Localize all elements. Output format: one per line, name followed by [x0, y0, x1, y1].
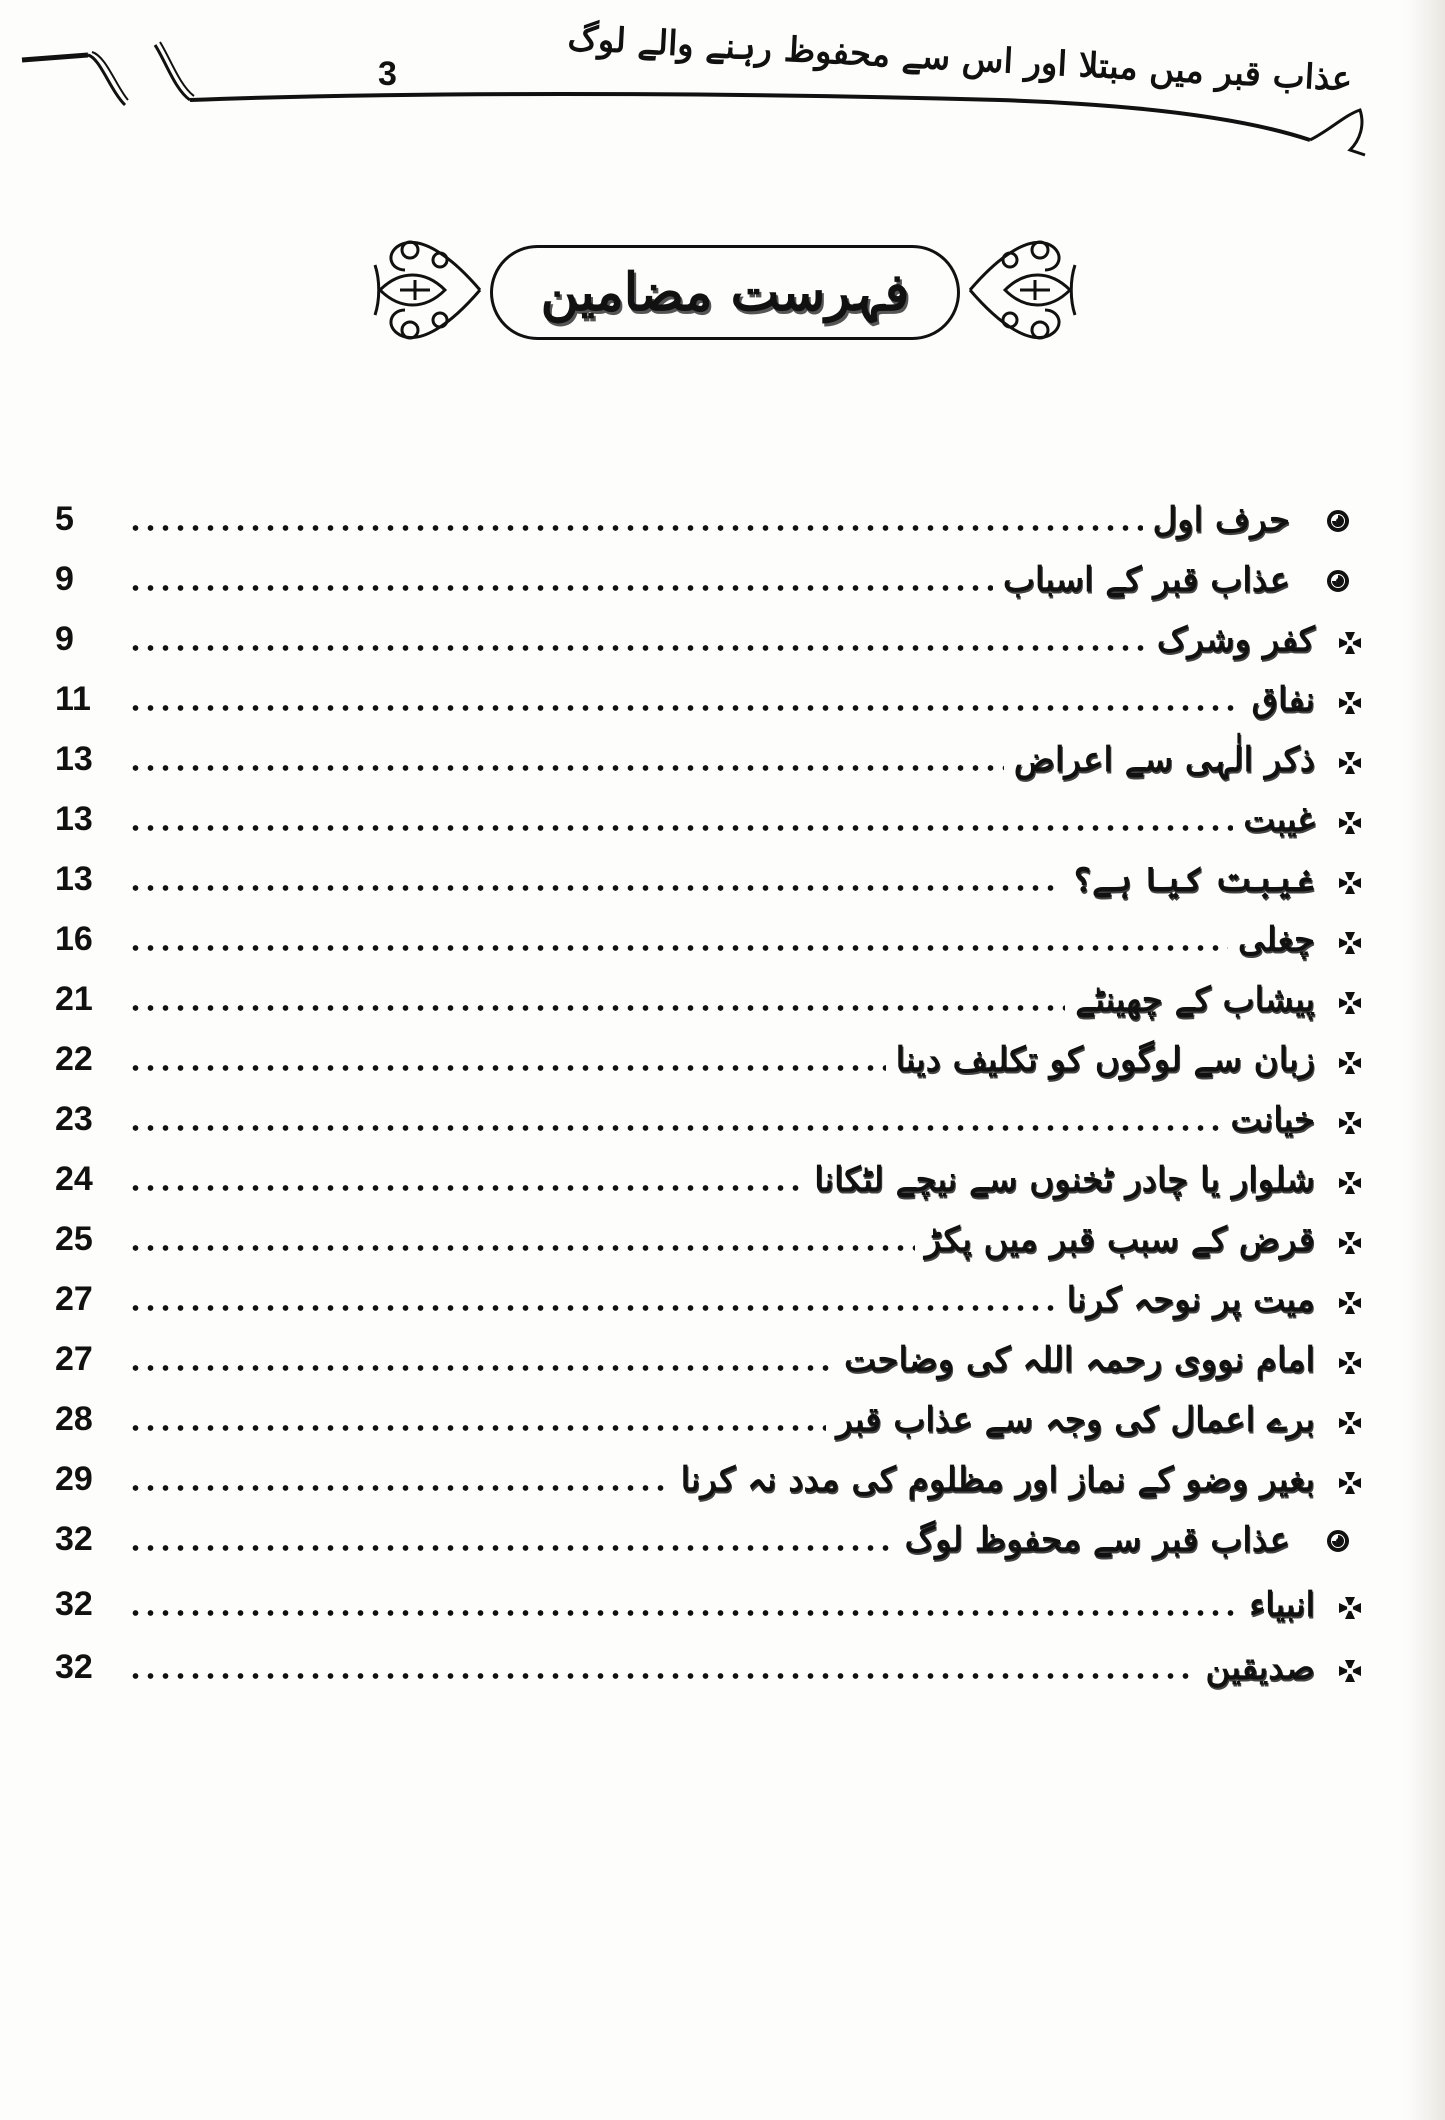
toc-entry-label: شلوار یا چادر ٹخنوں سے نیچے لٹکانا: [814, 1160, 1315, 1200]
toc-entry: [55, 1565, 1385, 1635]
toc-entry: [55, 1500, 1385, 1570]
toc-entry-label: خیانت: [1230, 1100, 1315, 1140]
flower-icon: [1315, 1658, 1385, 1698]
dot-leader: [128, 704, 1242, 712]
toc-entry: [55, 1628, 1385, 1698]
toc-entry-label: حرف اول: [1152, 500, 1290, 540]
toc-page-number: 9: [55, 560, 74, 598]
toc-entry-label: نفاق: [1251, 680, 1315, 720]
toc-page-number: 13: [55, 740, 93, 778]
toc-entry-label: کفر وشرک: [1156, 620, 1315, 660]
toc-entry-label: پیشاب کے چھینٹے: [1075, 980, 1315, 1020]
toc-page-number: 13: [55, 800, 93, 838]
toc-page-number: 11: [55, 680, 91, 718]
running-header: [0, 0, 1445, 170]
toc-page-number: 32: [55, 1585, 93, 1623]
toc-page-number: 13: [55, 860, 93, 898]
dot-leader: [128, 1544, 895, 1552]
toc-page-number: 21: [55, 980, 93, 1018]
toc-page-number: 32: [55, 1520, 93, 1558]
dot-leader: [128, 1609, 1239, 1617]
toc-page-number: 5: [55, 500, 74, 538]
dot-leader: [128, 1484, 671, 1492]
toc-page-number: 22: [55, 1040, 93, 1078]
toc-entry-label: عذاب قبر کے اسباب: [1002, 560, 1290, 600]
toc-entry-label: عذاب قبر سے محفوظ لوگ: [904, 1520, 1290, 1560]
dot-leader: [128, 884, 1062, 892]
toc-entry-label: غیبت: [1243, 800, 1315, 840]
toc-entry-label: قرض کے سبب قبر میں پکڑ: [924, 1220, 1315, 1260]
arabesque-ornament-icon: [370, 225, 485, 355]
toc-page-number: 24: [55, 1160, 93, 1198]
toc-banner: [370, 215, 1080, 365]
toc-page-number: 9: [55, 620, 74, 658]
toc-entry-label: برے اعمال کی وجہ سے عذاب قبر: [836, 1400, 1315, 1440]
dot-leader: [128, 764, 1004, 772]
arabesque-ornament-icon: [965, 225, 1080, 355]
page-number: 3: [378, 55, 397, 93]
toc-page-number: 25: [55, 1220, 93, 1258]
dot-leader: [128, 1004, 1065, 1012]
toc-page-number: 29: [55, 1460, 93, 1498]
dot-leader: [128, 524, 1143, 532]
toc-page-number: 23: [55, 1100, 93, 1138]
spiral-icon: [1290, 1526, 1385, 1570]
dot-leader: [128, 584, 993, 592]
dot-leader: [128, 1184, 804, 1192]
toc-entry-label: امام نووی رحمہ اللہ کی وضاحت: [844, 1340, 1315, 1380]
dot-leader: [128, 1424, 826, 1432]
toc-page-number: 32: [55, 1648, 93, 1686]
toc-title: فہرست مضامین: [540, 262, 910, 323]
toc-page-number: 16: [55, 920, 93, 958]
toc-title-frame: [490, 245, 960, 340]
toc-page-number: 27: [55, 1340, 93, 1378]
dot-leader: [128, 944, 1228, 952]
toc-entry-label: غیبت کیا ہے؟: [1072, 860, 1315, 900]
toc-page-number: 28: [55, 1400, 93, 1438]
toc-page-number: 27: [55, 1280, 93, 1318]
dot-leader: [128, 1672, 1195, 1680]
toc-entry-label: زبان سے لوگوں کو تکلیف دینا: [895, 1040, 1315, 1080]
dot-leader: [128, 1364, 834, 1372]
toc-entry-label: ذکر الٰہی سے اعراض: [1013, 740, 1315, 780]
toc-entry-label: میت پر نوحہ کرنا: [1066, 1280, 1315, 1320]
dot-leader: [128, 1244, 915, 1252]
toc-entry-label: صدیقین: [1205, 1648, 1315, 1688]
page-edge-shadow: [1405, 0, 1445, 2120]
dot-leader: [128, 1124, 1221, 1132]
toc-entry-label: چغلی: [1237, 920, 1315, 960]
dot-leader: [128, 1304, 1057, 1312]
dot-leader: [128, 1064, 886, 1072]
toc-entry-label: انبیاء: [1249, 1585, 1315, 1625]
dot-leader: [128, 824, 1233, 832]
running-title: عذاب قبر میں مبتلا اور اس سے محفوظ رہنے والے لوگ: [566, 18, 1354, 100]
dot-leader: [128, 644, 1147, 652]
toc-entry-label: بغیر وضو کے نماز اور مظلوم کی مدد نہ کرنا: [680, 1460, 1315, 1500]
